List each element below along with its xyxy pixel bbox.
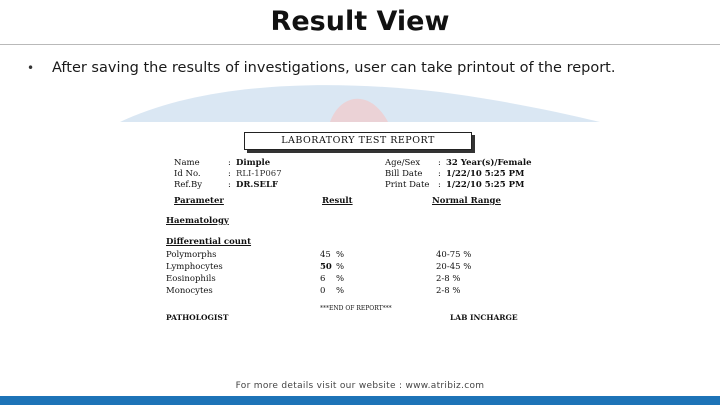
column-header-normal-range: Normal Range: [432, 196, 501, 206]
row-range: 2-8 %: [436, 274, 461, 284]
row-result: 50: [320, 262, 332, 272]
field-value-name: Dimple: [236, 158, 271, 168]
subsection-heading: Differential count: [166, 237, 252, 247]
row-range: 2-8 %: [436, 286, 461, 296]
field-label-refby: Ref.By: [174, 180, 203, 190]
row-parameter: Eosinophils: [166, 274, 216, 284]
row-range: 40-75 %: [436, 250, 472, 260]
slide-title: Result View: [270, 6, 450, 37]
footer-website-text: For more details visit our website : www.atribiz.com: [235, 381, 485, 391]
row-unit: %: [336, 250, 345, 260]
field-value-refby: DR.SELF: [236, 180, 279, 190]
field-label-agesex: Age/Sex: [385, 158, 421, 168]
row-parameter: Polymorphs: [166, 250, 217, 260]
field-label-id: Id No.: [174, 169, 201, 179]
field-value-agesex: 32 Year(s)/Female: [446, 158, 532, 168]
field-label-printdate: Print Date: [385, 180, 430, 190]
report-title: LABORATORY TEST REPORT: [244, 132, 472, 150]
row-unit: %: [336, 274, 345, 284]
column-header-result: Result: [322, 196, 353, 206]
field-value-printdate: 1/22/10 5:25 PM: [446, 180, 525, 190]
row-result: 0: [320, 286, 326, 296]
row-unit: %: [336, 262, 345, 272]
lab-incharge-signature-label: LAB INCHARGE: [450, 313, 518, 322]
section-heading: Haematology: [166, 216, 229, 226]
row-parameter: Monocytes: [166, 286, 213, 296]
field-value-billdate: 1/22/10 5:25 PM: [446, 169, 525, 179]
end-of-report: ***END OF REPORT***: [320, 305, 392, 312]
lab-report-printout: LABORATORY TEST REPORT Name : Dimple Id No. : RLI-1P067 Ref.By : DR.SELF Age/Sex : 32 Year(s)/Female Bill Date : 1/22/10 5:25 PM Print Date : 1/22/10 5:25 PM Parameter Result Normal Range Haematology Differential count Polymorphs 45 % 40-75 % Lymphocytes 50 % 20-45 % Eosinophils 6 % 2-8 % Monocytes 0 % 2-8 % ***END OF REPORT*** PATHOLOGIST LAB INCHARGE: [158, 128, 538, 323]
row-range: 20-45 %: [436, 262, 472, 272]
pathologist-signature-label: PATHOLOGIST: [166, 313, 229, 322]
column-header-parameter: Parameter: [174, 196, 224, 206]
title-divider: [0, 44, 720, 45]
row-parameter: Lymphocytes: [166, 262, 223, 272]
row-result: 45: [320, 250, 331, 260]
watermark-logo: [120, 82, 600, 122]
bullet-text: After saving the results of investigations, user can take printout of the report.: [52, 60, 616, 76]
field-label-billdate: Bill Date: [385, 169, 423, 179]
field-value-id: RLI-1P067: [236, 169, 282, 179]
field-label-name: Name: [174, 158, 200, 168]
row-result: 6: [320, 274, 326, 284]
footer-bar: [0, 396, 720, 405]
row-unit: %: [336, 286, 345, 296]
bullet-marker: •: [27, 61, 35, 75]
